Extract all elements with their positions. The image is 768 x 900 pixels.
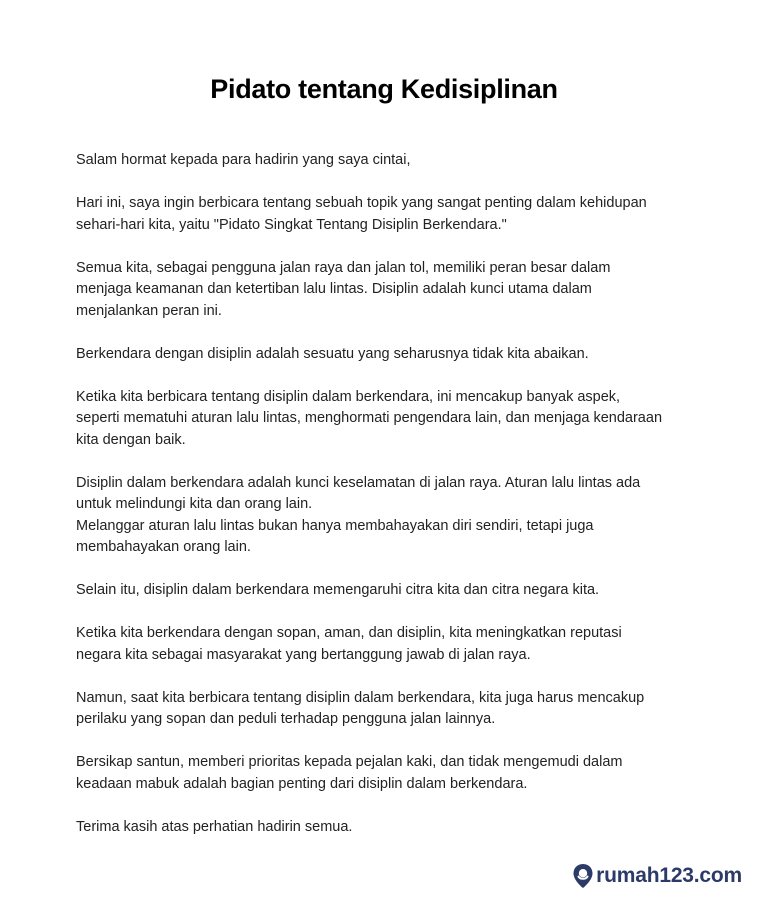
document-body	[76, 150, 716, 860]
paragraph-line: Berkendara dengan disiplin adalah sesuatu yang seharusnya tidak kita abaikan.	[76, 345, 589, 362]
paragraph-line: sehari-hari kita, yaitu "Pidato Singkat Tentang Disiplin Berkendara."	[76, 216, 507, 233]
paragraph	[76, 258, 716, 323]
document-title: Pidato tentang Kedisiplinan	[210, 74, 558, 104]
paragraph	[76, 387, 716, 452]
paragraph	[76, 688, 716, 731]
brand-name: rumah123.com	[596, 864, 742, 887]
paragraph-line: Disiplin dalam berkendara adalah kunci keselamatan di jalan raya. Aturan lalu lintas ada	[76, 474, 641, 491]
paragraph-line: Salam hormat kepada para hadirin yang saya cintai,	[76, 152, 411, 168]
paragraph	[76, 580, 716, 602]
paragraph-line: keadaan mabuk adalah bagian penting dari disiplin dalam berkendara.	[76, 775, 528, 792]
paragraph-line: Melanggar aturan lalu lintas bukan hanya membahayakan diri sendiri, tetapi juga	[76, 517, 594, 534]
paragraph-line: Semua kita, sebagai pengguna jalan raya dan jalan tol, memiliki peran besar dalam	[76, 259, 611, 276]
paragraph-line: Bersikap santun, memberi prioritas kepada pejalan kaki, dan tidak mengemudi dalam	[76, 754, 623, 770]
paragraph-line: Selain itu, disiplin dalam berkendara memengaruhi citra kita dan citra negara kita.	[76, 582, 600, 598]
paragraph-line: Terima kasih atas perhatian hadirin semua.	[76, 818, 353, 835]
paragraph-line: Ketika kita berkendara dengan sopan, aman, dan disiplin, kita meningkatkan reputasi	[76, 625, 622, 641]
paragraph-line: negara kita sebagai masyarakat yang bertanggung jawab di jalan raya.	[76, 646, 531, 663]
paragraph	[76, 752, 716, 795]
paragraph	[76, 817, 716, 839]
paragraph	[76, 623, 716, 666]
paragraph	[76, 344, 716, 366]
paragraph	[76, 473, 716, 559]
paragraph-line: menjaga keamanan dan ketertiban lalu lintas. Disiplin adalah kunci utama dalam	[76, 281, 592, 297]
brand-watermark	[572, 862, 742, 890]
paragraph-line: seperti mematuhi aturan lalu lintas, menghormati pengendara lain, dan menjaga kendaraan	[76, 410, 663, 426]
location-pin-icon	[572, 863, 594, 889]
paragraph-line: untuk melindungi kita dan orang lain.	[76, 496, 313, 512]
paragraph-line: Namun, saat kita berbicara tentang disiplin dalam berkendara, kita juga harus mencakup	[76, 689, 645, 706]
paragraph-line: Ketika kita berbicara tentang disiplin dalam berkendara, ini mencakup banyak aspek,	[76, 388, 621, 405]
paragraph-line: perilaku yang sopan dan peduli terhadap pengguna jalan lainnya.	[76, 711, 496, 727]
paragraph-line: membahayakan orang lain.	[76, 539, 251, 555]
paragraph-line: kita dengan baik.	[76, 431, 186, 448]
paragraph-line: menjalankan peran ini.	[76, 302, 222, 319]
paragraph-line: Hari ini, saya ingin berbicara tentang sebuah topik yang sangat penting dalam kehidupan	[76, 195, 647, 211]
paragraph	[76, 193, 716, 236]
paragraph	[76, 150, 716, 172]
